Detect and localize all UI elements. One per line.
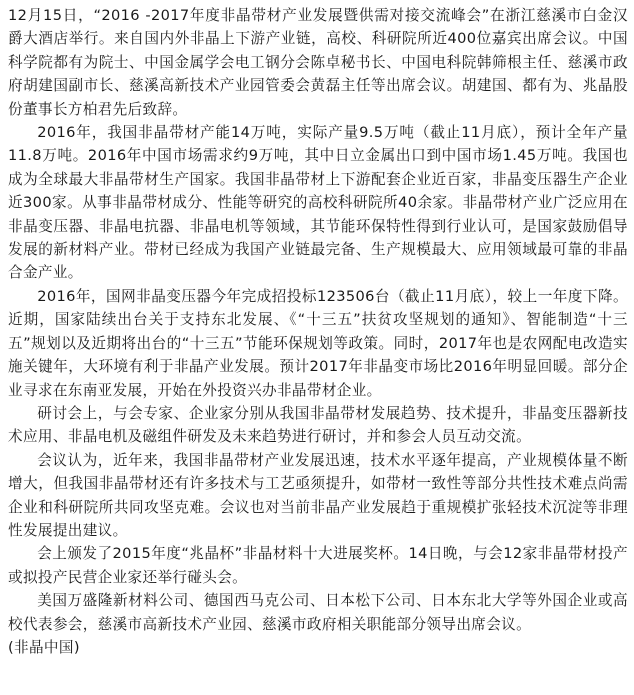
- article-source: (非晶中国): [8, 638, 80, 656]
- paragraph-summit-intro: 12月15日，“2016 -2017年度非晶带材产业发展暨供需对接交流峰会”在浙江慈溪市白金汉爵大酒店举行。来自国内外非晶上下游产业链，高校、科研院所近400位嘉宾出席会议。中国科学院都有为院士、中国金属学会电工钢分会陈卓秘书长、中国电科院韩筛根主任、慈溪市政府胡建国副市长、慈溪高新技术产业园管委会黄磊主任等出席会议。胡建国、都有为、兆晶股份董事长方柏君先后致辞。: [8, 7, 628, 118]
- paragraph-attendees: 美国万盛隆新材料公司、德国西马克公司、日本松下公司、日本东北大学等外国企业或高校代表参会，慈溪市高新技术产业园、慈溪市政府相关职能部分领导出席会议。: [8, 592, 628, 633]
- paragraph-conclusions: 会议认为，近年来，我国非晶带材产业发展迅速，技术水平逐年提高，产业规模体量不断增大，但我国非晶带材还有许多技术与工艺亟须提升，如带材一致性等部分共性技术难点尚需企业和科研院所共同攻坚克难。会议也对当前非晶产业发展趋于重规模扩张轻技术沉淀等非理性发展提出建议。: [8, 451, 628, 539]
- paragraph-awards: 会上颁发了2015年度“兆晶杯”非晶材料十大进展奖杯。14日晚，与会12家非晶带材投产或拟投产民营企业家还举行碰头会。: [8, 545, 628, 586]
- paragraph-capacity-2016: 2016年，我国非晶带材产能14万吨，实际产量9.5万吨（截止11月底），预计全年产量11.8万吨。2016年中国市场需求约9万吨，其中日立金属出口到中国市场1.45万吨。我国也成为全球最大非晶带材生产国家。我国非晶带材上下游配套企业近百家，非晶变压器生产企业近300家。从事非晶带材成分、性能等研究的高校科研院所40余家。非晶带材产业广泛应用在非晶变压器、非晶电抗器、非晶电机等领域，其节能环保特性得到行业认可，是国家鼓励倡导发展的新材料产业。带材已经成为我国产业链最完备、生产规模最大、应用领域最可靠的非晶合金产业。: [8, 124, 628, 282]
- paragraph-seminar: 研讨会上，与会专家、企业家分别从我国非晶带材发展趋势、技术提升，非晶变压器新技术应用、非晶电机及磁组件研发及未来趋势进行研讨，并和参会人员互动交流。: [8, 404, 628, 446]
- paragraph-grid-bidding: 2016年，国网非晶变压器今年完成招投标123506台（截止11月底），较上一年度下降。近期，国家陆续出台关于支持东北发展、《“十三五”扶贫攻坚规划的通知》、智能制造“十三五”规划以及近期将出台的“十三五”节能环保规划等政策。同时，2017年也是农网配电改造实施关键年，大环境有利于非晶产业发展。预计2017年非晶变市场比2016年明显回暖。部分企业寻求在东南亚发展，开始在外投资兴办非晶带材企业。: [8, 287, 628, 399]
